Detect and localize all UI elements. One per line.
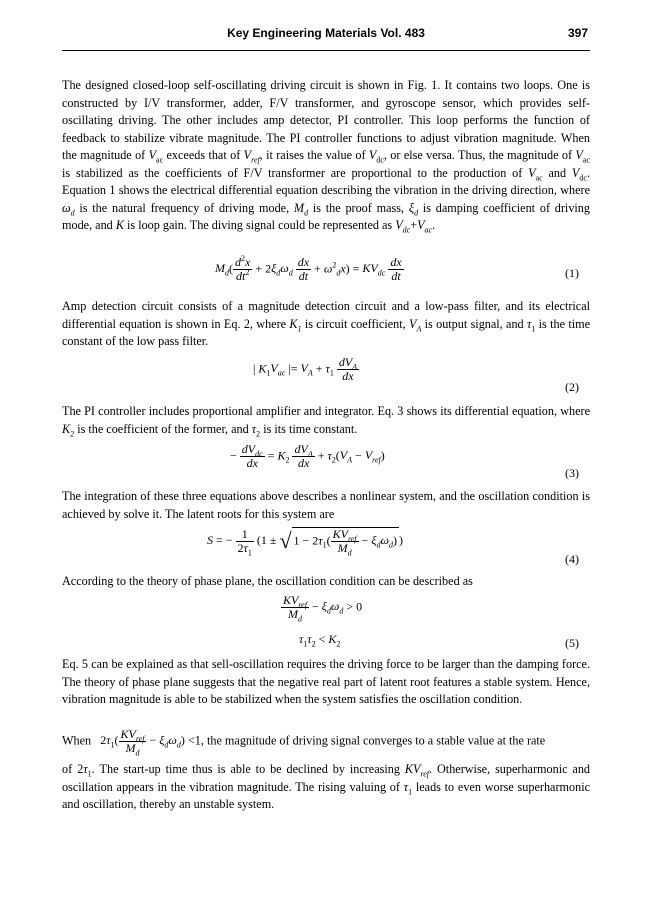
equation-number-4: (4) <box>565 552 579 566</box>
equation-number-1: (1) <box>565 266 579 280</box>
equation-5a: $\frac{KV_{ref}}{M_d}$ − $\xi_d\omega_d > 0$ <box>283 593 363 624</box>
equation-4: S = − $\frac{1}{2\tau_1}$ (1 ± √ $1 - 2\tau_1$( $\frac{KV_{ref}}{M_d}$ − $\xi_d\omega_d$) ) <box>207 526 403 558</box>
paragraph-nonlinear-system: The integration of these three equations above describes a nonlinear system, and the oscillation condition is achieved by solve it. The latent roots for this system are <box>62 489 590 521</box>
paragraph-startup-time: of $2\tau_1$. The start-up time thus is able to be declined by increasing $KV_{ref}$. Otherwise, superharmonic and oscillation appears in the vibration magnitude. The rising valuing of $\tau_1$ leads to even worse superharmonic and oscillation, thereby an unstable system. <box>62 762 591 811</box>
equation-1: $M_d$( $\frac{d^2x}{dt^2}$ + $2\xi_d\omega_d$ $\frac{dx}{dt}$ + $\omega^2_dx) = KV_{dc}$ $\frac{dx}{dt}$ <box>215 254 402 283</box>
journal-title: Key Engineering Materials Vol. 483 <box>227 26 425 40</box>
paragraph-convergence: When $2\tau_1$( $\frac{KV_{ref}}{M_d}$ − $\xi_d\omega_d) <1$, the magnitude of driving signal converges to a stable value at the rate <box>62 727 546 758</box>
equation-number-2: (2) <box>565 380 579 394</box>
page-number: 397 <box>567 26 588 40</box>
paragraph-sell-oscillation: Eq. 5 can be explained as that sell-oscillation requires the driving force to be larger than the damping force. The theory of phase plane suggests that the negative real part of latent root features a stable system. Hence, vibration magnitude is able to be stabilized when the system satisfies the oscillation condition. <box>62 657 590 706</box>
paragraph-phase-plane: According to the theory of phase plane, the oscillation condition can be described as <box>62 574 473 588</box>
equation-number-5: (5) <box>565 636 579 650</box>
equation-number-3: (3) <box>565 466 579 480</box>
paragraph-pi-controller: The PI controller includes proportional amplifier and integrator. Eq. 3 shows its differential equation, where $K_2$ is the coefficient of the former, and $\tau_2$ is its time constant. <box>62 404 590 438</box>
equation-2: | $K_1V_{ac}$ |= $V_A + \tau_1$ $\frac{dV_A}{dx}$ <box>253 355 358 383</box>
paragraph-amp-detection: Amp detection circuit consists of a magnitude detection circuit and a low-pass filter, and its electrical differential equation is shown in Eq. 2, where $K_1$ is circuit coefficient, $V_A$ is output signal, and $\tau_1$ is the time constant of the low pass filter. <box>62 299 590 348</box>
equation-5b: $\tau_1\tau_2 < K_2$ <box>299 632 341 649</box>
page-header <box>62 24 590 51</box>
paragraph-circuit-description: The designed closed-loop self-oscillating driving circuit is shown in Fig. 1. It contains two loops. One is constructed by I/V transformer, adder, F/V transformer, and gyroscope sensor, which provides self-oscillating driving. The other includes amp detector, PI controller. This loop performs the function of feedback to stabilize vibrate magnitude. The PI controller functions to adjust vibration magnitude. When the magnitude of $V_{ac}$ exceeds that of $V_{ref}$, it raises the value of $V_{dc}$, or else versa. Thus, the magnitude of $V_{ac}$ is stabilized as the coefficients of F/V transformer are proportional to the production of $V_{ac}$ and $V_{dc}$. Equation 1 shows the electrical differential equation describing the vibration in the driving direction, where $\omega_d$ is the natural frequency of driving mode, $M_d$ is the proof mass, $\xi_d$ is damping coefficient of driving mode, and K is loop gain. The diving signal could be represented as $V_{dc}+V_{ac}$. <box>62 78 590 235</box>
equation-3: − $\frac{dV_{dc}}{dx}$ = $K_2$ $\frac{dV_A}{dx}$ + $\tau_2(V_A - V_{ref})$ <box>230 442 385 470</box>
